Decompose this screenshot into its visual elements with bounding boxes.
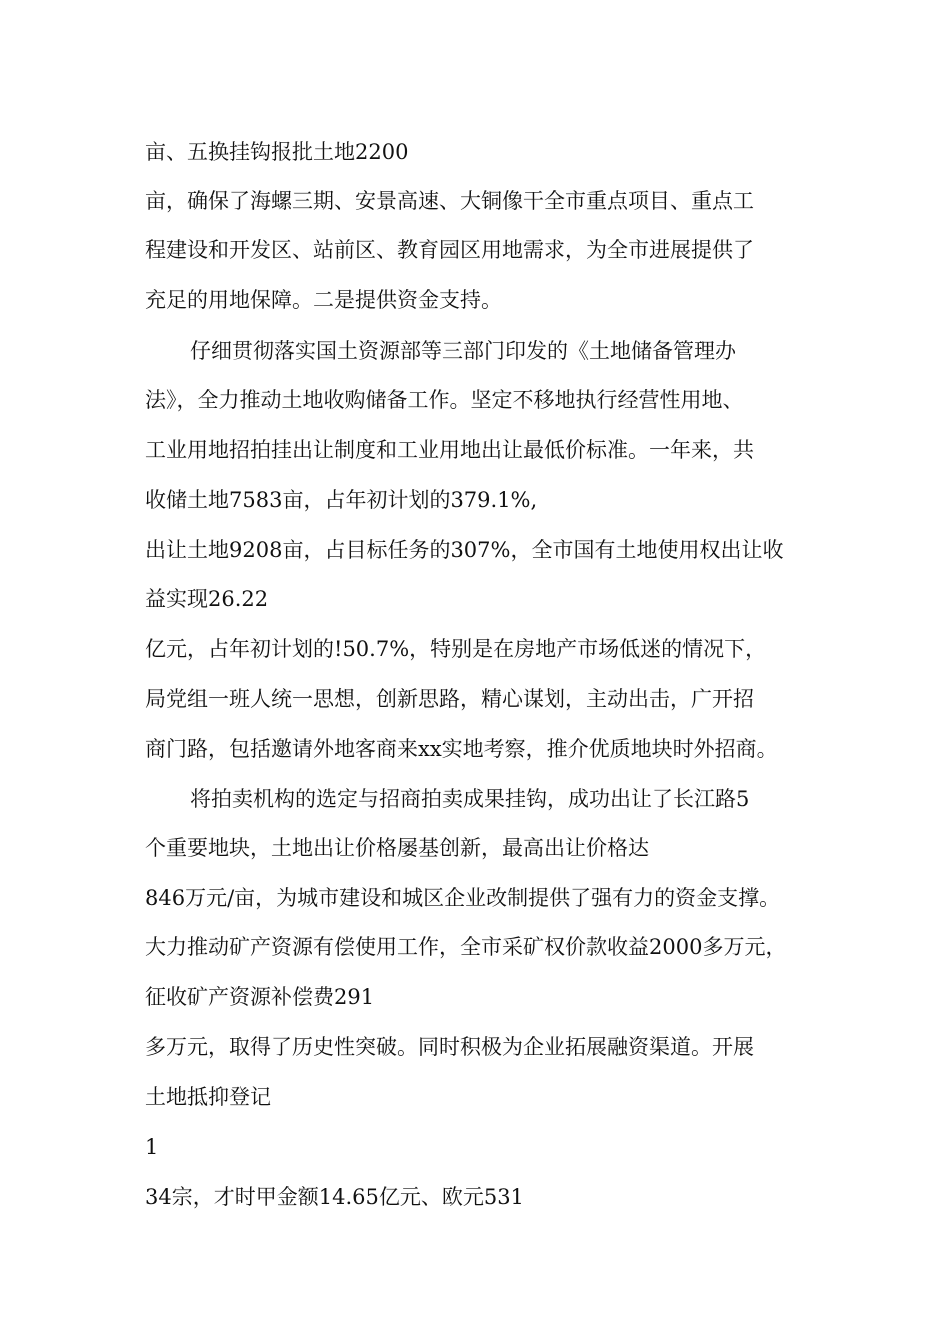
text-line-8: 收储土地7583亩，占年初计划的379.1%, (145, 488, 538, 512)
text-line-13: 商门路，包括邀请外地客商来xx实地考察，推介优质地块时外招商。 (145, 737, 778, 761)
paragraph-start-1: 仔细贯彻落实国土资源部等三部门印发的《土地储备管理办 (190, 339, 736, 363)
paragraph-start-2: 将拍卖机构的选定与招商拍卖成果挂钩，成功出让了长江路5 (190, 787, 750, 811)
text-line-17: 大力推动矿产资源有偿使用工作，全市采矿权价款收益2000多万元， (145, 935, 787, 959)
text-line-9: 出让土地9208亩，占目标任务的307%，全市国有土地使用权出让收 (145, 538, 784, 562)
text-line-15: 个重要地块，土地出让价格屡基创新，最高出让价格达 (145, 836, 649, 860)
text-line-16: 846万元/亩，为城市建设和城区企业改制提供了强有力的资金支撑。 (145, 886, 781, 910)
text-line-2: 亩，确保了海螺三期、安景高速、大铜像干全市重点项目、重点工 (145, 189, 754, 213)
text-line-6: 法》，全力推动土地收购储备工作。坚定不移地执行经营性用地、 (145, 388, 744, 412)
text-line-20: 土地抵抑登记 (145, 1085, 271, 1109)
text-line-1: 亩、五换挂钩报批土地2200 (145, 140, 409, 164)
text-line-11: 亿元，占年初计划的!50.7%，特别是在房地产市场低迷的情况下， (145, 637, 767, 661)
text-line-10: 益实现26.22 (145, 587, 269, 611)
text-line-22: 34宗，才时甲金额14.65亿元、欧元531 (145, 1185, 524, 1209)
text-line-7: 工业用地招拍挂出让制度和工业用地出让最低价标准。一年来，共 (145, 438, 754, 462)
text-line-3: 程建设和开发区、站前区、教育园区用地需求，为全市进展提供了 (145, 238, 754, 262)
text-line-12: 局党组一班人统一思想，创新思路，精心谋划，主动出击，广开招 (145, 687, 754, 711)
text-line-19: 多万元，取得了历史性突破。同时积极为企业拓展融资渠道。开展 (145, 1035, 754, 1059)
text-line-18: 征收矿产资源补偿费291 (145, 985, 375, 1009)
text-line-4: 充足的用地保障。二是提供资金支持。 (145, 288, 502, 312)
text-line-21: 1 (145, 1135, 159, 1159)
